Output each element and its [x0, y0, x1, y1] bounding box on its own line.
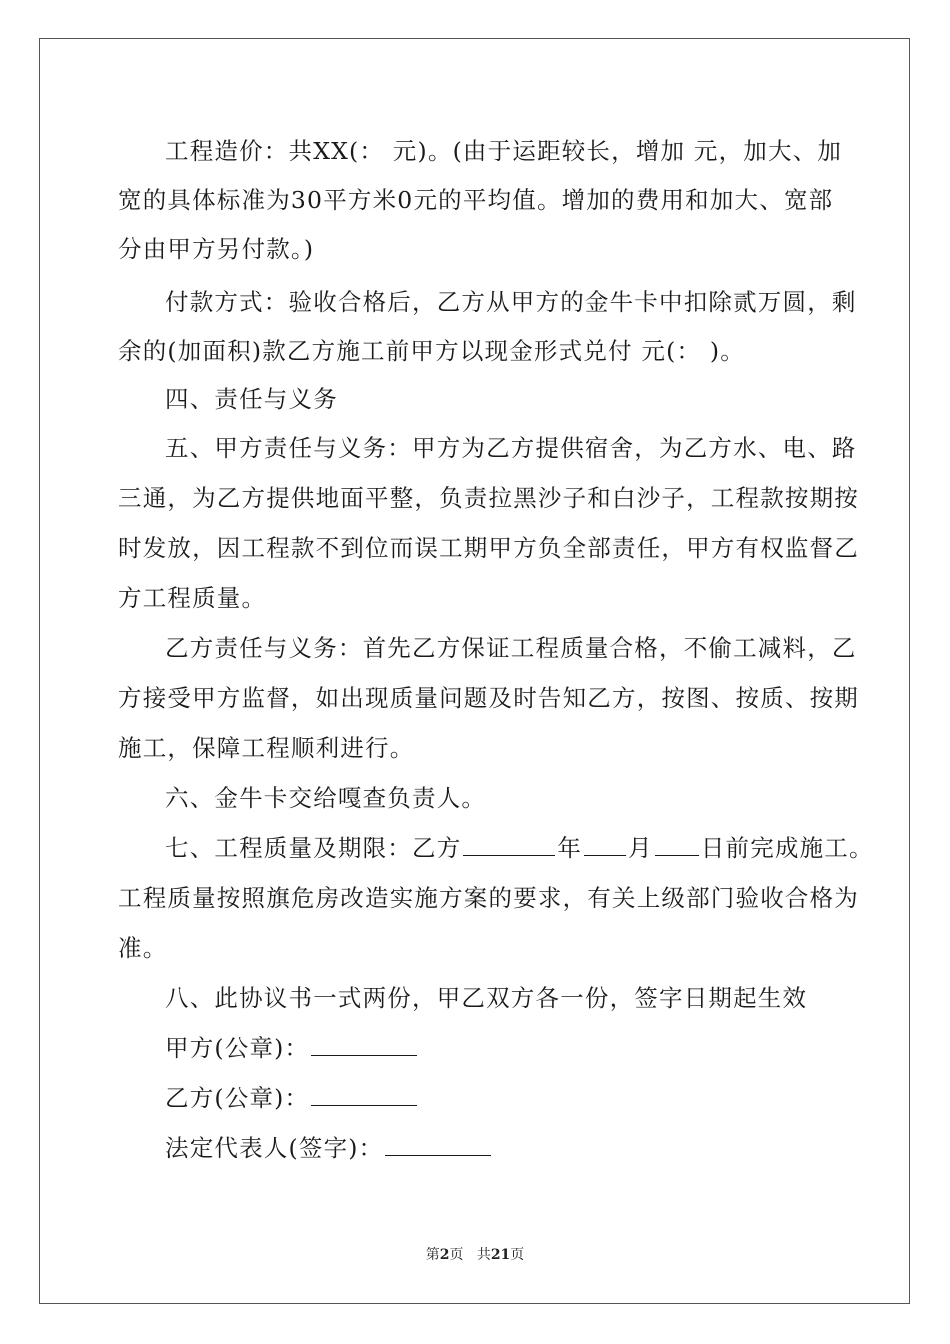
- paragraph-line: 分由甲方另付款。): [118, 235, 315, 263]
- total-suffix: 页: [510, 1247, 525, 1263]
- page-prefix: 第: [425, 1247, 440, 1263]
- page-footer: [0, 1244, 950, 1264]
- deadline-suffix: 日前完成施工。: [700, 834, 874, 862]
- day-blank: [655, 835, 699, 856]
- signature-blank: [311, 1035, 417, 1056]
- paragraph-line: 付款方式：验收合格后，乙方从甲方的金牛卡中扣除贰万圆，剩: [165, 288, 857, 316]
- signature-blank: [385, 1135, 491, 1156]
- page-number: 2: [439, 1247, 450, 1263]
- paragraph-line: 方工程质量。: [118, 584, 267, 612]
- paragraph-line: 五、甲方责任与义务：甲方为乙方提供宿舍，为乙方水、电、路: [165, 434, 857, 462]
- paragraph-line: 六、金牛卡交给嘎查负责人。: [165, 784, 487, 812]
- total-prefix: 共: [476, 1247, 491, 1263]
- signature-label: 法定代表人(签字)：: [165, 1134, 384, 1162]
- paragraph-line: 宽的具体标准为30平方米0元的平均值。增加的费用和加大、宽部: [118, 186, 834, 214]
- paragraph-line: 时发放，因工程款不到位而误工期甲方负全部责任，甲方有权监督乙: [118, 534, 859, 562]
- page-mid: 页: [449, 1247, 464, 1263]
- signature-label: 乙方(公章)：: [165, 1084, 310, 1112]
- total-pages: 21: [490, 1247, 511, 1263]
- paragraph-line: 工程造价：共XX(： 元)。(由于运距较长，增加 元，加大、加: [165, 137, 843, 165]
- paragraph-line: 乙方责任与义务：首先乙方保证工程质量合格，不偷工减料，乙: [165, 634, 857, 662]
- paragraph-line: 余的(加面积)款乙方施工前甲方以现金形式兑付 元(： )。: [118, 337, 745, 365]
- paragraph-line: 三通，为乙方提供地面平整，负责拉黑沙子和白沙子，工程款按期按: [118, 484, 859, 512]
- deadline-year: 年: [557, 834, 583, 862]
- section-heading: 四、责任与义务: [165, 385, 338, 413]
- signature-party-b: [165, 1073, 419, 1123]
- signature-legal-rep: [165, 1123, 493, 1173]
- paragraph-line: 工程质量按照旗危房改造实施方案的要求，有关上级部门验收合格为: [118, 884, 859, 912]
- paragraph-line: 施工，保障工程顺利进行。: [118, 734, 415, 762]
- signature-label: 甲方(公章)：: [165, 1034, 310, 1062]
- paragraph-line: 准。: [118, 934, 168, 962]
- deadline-month: 月: [628, 834, 653, 862]
- deadline-prefix: 七、工程质量及期限：乙方: [165, 834, 462, 862]
- signature-blank: [311, 1085, 417, 1106]
- signature-party-a: [165, 1023, 419, 1073]
- month-blank: [584, 835, 626, 856]
- paragraph-line: 方接受甲方监督，如出现质量问题及时告知乙方，按图、按质、按期: [118, 684, 859, 712]
- year-blank: [463, 835, 555, 856]
- deadline-line: [165, 823, 874, 873]
- paragraph-line: 八、此协议书一式两份，甲乙双方各一份，签字日期起生效: [165, 984, 808, 1012]
